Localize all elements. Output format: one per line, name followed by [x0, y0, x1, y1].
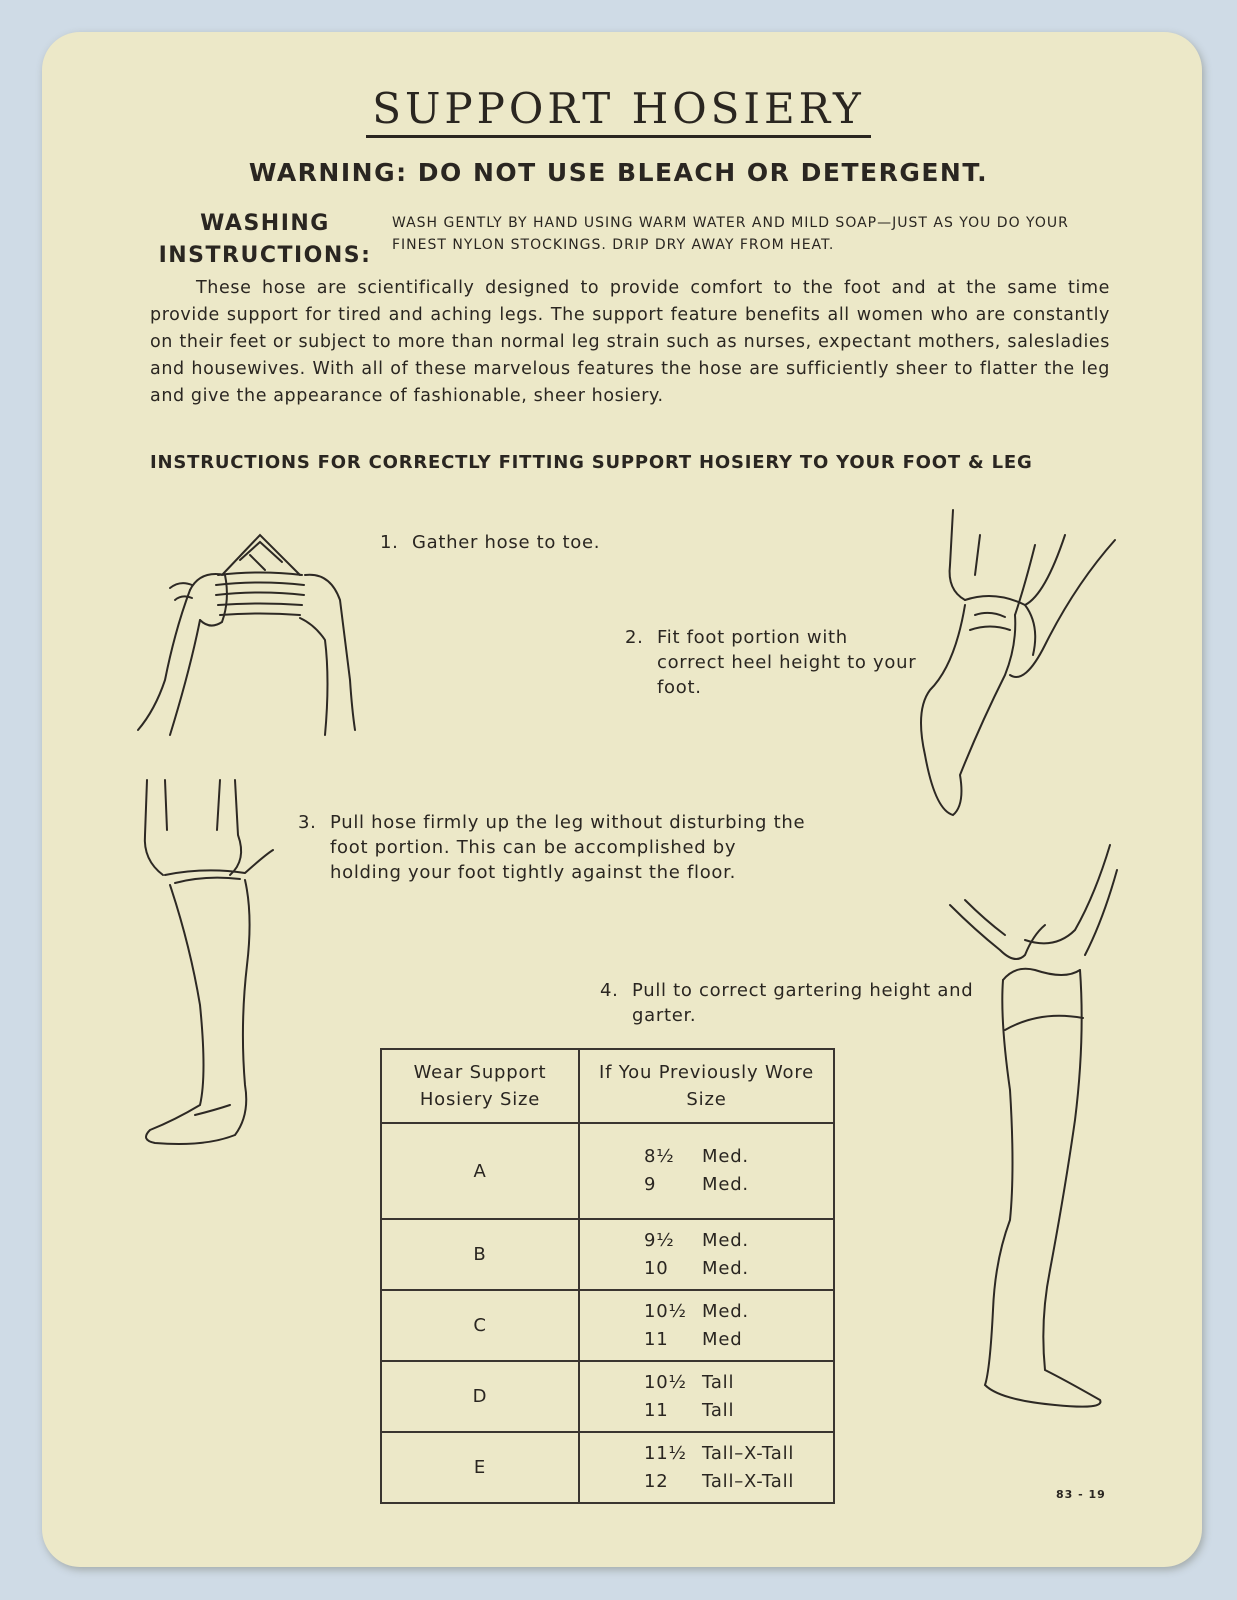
previous-size-number: 8½: [644, 1146, 675, 1167]
previous-size-cell: [579, 1290, 834, 1361]
table-row: [381, 1361, 834, 1432]
size-chart-header-row: [381, 1049, 834, 1123]
previous-size-number: 11½: [644, 1442, 687, 1464]
previous-size-number: 10: [644, 1257, 669, 1279]
step-1: [380, 530, 600, 555]
support-size-cell: E: [381, 1432, 579, 1503]
previous-size-fit: Tall: [702, 1371, 735, 1393]
support-size-cell: C: [381, 1290, 579, 1361]
washing-label-line2: INSTRUCTIONS:: [158, 243, 372, 268]
intro-paragraph: These hose are scientifically designed to provide comfort to the foot and at the same time provide support for tired and aching legs. The support feature benefits all women who are constantly on their feet or subject to more than normal leg strain such as nurses, expectant mothers, salesladies and housewives. With all of these marvelous features the hose are sufficiently sheer to flatter the leg and give the appearance of fashionable, sheer hosiery.: [150, 278, 1110, 406]
support-size-cell: D: [381, 1361, 579, 1432]
step-2-number: 2.: [625, 627, 644, 648]
table-row: [381, 1123, 834, 1219]
previous-size-number: 11: [644, 1328, 669, 1350]
pulling-hose-up-leg-illustration: [135, 775, 285, 1155]
form-code: 83 - 19: [1056, 1488, 1106, 1501]
previous-size-fit: Med.: [702, 1146, 749, 1167]
washing-label: [150, 208, 380, 272]
warning-heading: WARNING: DO NOT USE BLEACH OR DETERGENT.: [248, 158, 989, 187]
step-3: [298, 810, 810, 885]
step-2-text: Fit foot portion with correct heel height to your foot.: [657, 627, 917, 698]
previous-size-number: 11: [644, 1399, 669, 1421]
previous-size-cell: [579, 1123, 834, 1219]
previous-size-number: 10½: [644, 1300, 687, 1322]
hands-gathering-hose-illustration: [130, 530, 370, 740]
previous-size-number: 9: [644, 1174, 657, 1195]
fitting-instructions-heading: INSTRUCTIONS FOR CORRECTLY FITTING SUPPORT HOSIERY TO YOUR FOOT & LEG: [150, 452, 1033, 473]
gartering-hose-illustration: [945, 840, 1135, 1420]
previous-size-fit: Tall–X-Tall: [702, 1442, 795, 1464]
previous-size-fit: Med.: [702, 1229, 749, 1251]
previous-size-fit: Tall: [702, 1399, 735, 1421]
previous-size-cell: [579, 1361, 834, 1432]
step-2: [625, 625, 917, 700]
step-1-number: 1.: [380, 532, 399, 553]
support-size-cell: B: [381, 1219, 579, 1290]
previous-size-number: 12: [644, 1470, 669, 1492]
previous-size-cell: [579, 1219, 834, 1290]
previous-size-fit: Med.: [702, 1300, 749, 1322]
step-4-text: Pull to correct gartering height and garter.: [632, 980, 974, 1026]
step-4-number: 4.: [600, 980, 619, 1001]
step-3-text: Pull hose firmly up the leg without disturbing the foot portion. This can be accomplished by holding your foot tightly against the floor.: [330, 812, 806, 883]
washing-label-line1: WASHING: [200, 211, 330, 236]
previous-size-fit: Med.: [702, 1174, 749, 1195]
step-1-text: Gather hose to toe.: [412, 532, 601, 553]
previous-size-number: 9½: [644, 1229, 675, 1251]
previous-size-fit: Med: [702, 1328, 743, 1350]
table-row: [381, 1219, 834, 1290]
support-size-cell: A: [381, 1123, 579, 1219]
fitting-foot-illustration: [905, 505, 1125, 825]
previous-size-cell: [579, 1432, 834, 1503]
table-row: [381, 1432, 834, 1503]
step-4: [600, 978, 982, 1028]
table-row: [381, 1290, 834, 1361]
size-chart-table: [380, 1048, 835, 1504]
page-title: SUPPORT HOSIERY: [0, 84, 1237, 133]
previous-size-number: 10½: [644, 1371, 687, 1393]
header-previous-size: If You Previously Wore Size: [579, 1049, 834, 1123]
previous-size-fit: Tall–X-Tall: [702, 1470, 795, 1492]
header-support-size: Wear Support Hosiery Size: [381, 1049, 579, 1123]
washing-instructions-text: WASH GENTLY BY HAND USING WARM WATER AND MILD SOAP—JUST AS YOU DO YOUR FINEST NYLON STOCKINGS. DRIP DRY AWAY FROM HEAT.: [392, 215, 1069, 253]
previous-size-fit: Med.: [702, 1257, 749, 1279]
step-3-number: 3.: [298, 812, 317, 833]
